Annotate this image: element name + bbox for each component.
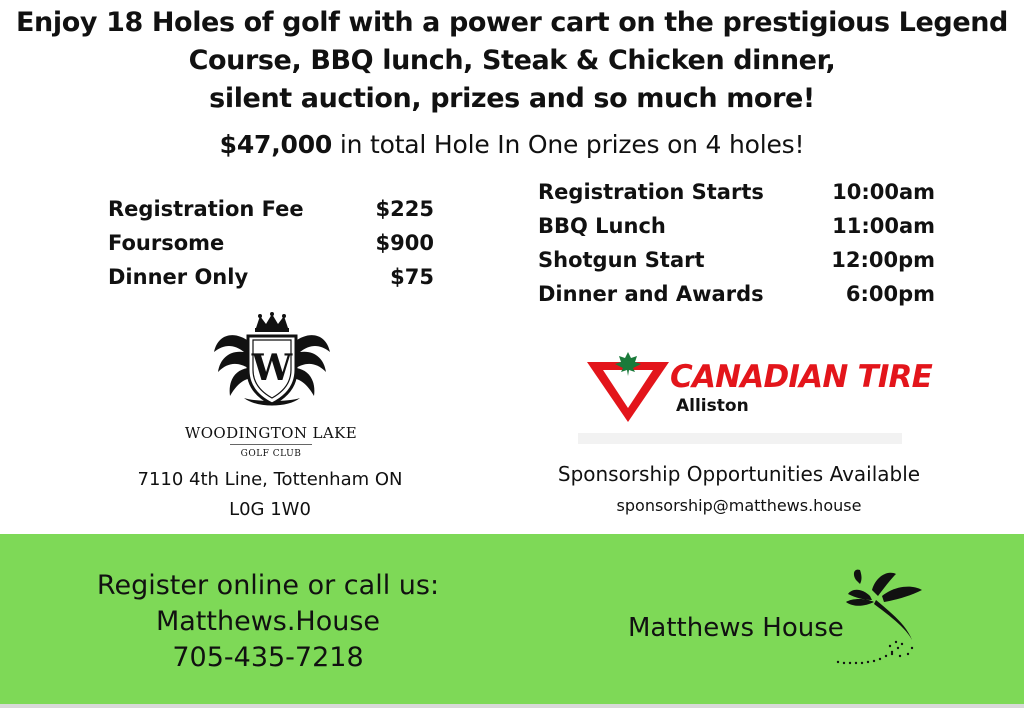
phone-number[interactable]: 705-435-7218 — [172, 642, 364, 673]
venue-address-line-1: 7110 4th Line, Tottenham ON — [137, 469, 403, 490]
fee-price-dinner: $75 — [390, 265, 434, 289]
logo-divider — [230, 444, 312, 445]
schedule-time-dinner: 6:00pm — [845, 282, 935, 306]
sponsorship-heading: Sponsorship Opportunities Available — [557, 462, 921, 486]
matthews-house-brand: Matthews House — [628, 613, 844, 643]
hole-in-one-prize — [0, 130, 1024, 159]
website-link[interactable]: Matthews.House — [155, 606, 381, 637]
fee-price-registration: $225 — [375, 197, 434, 221]
prize-text: in total Hole In One prizes on 4 holes! — [332, 130, 805, 159]
canadian-tire-city: Alliston — [676, 396, 749, 416]
fee-label-registration: Registration Fee — [108, 197, 304, 221]
woodington-lake-crest-logo — [204, 312, 340, 412]
logo-shadow-bar — [578, 433, 902, 444]
schedule-time-registration: 10:00am — [832, 180, 935, 204]
schedule-label-registration: Registration Starts — [538, 180, 764, 204]
fee-label-dinner: Dinner Only — [108, 265, 249, 289]
schedule-time-shotgun: 12:00pm — [831, 248, 935, 272]
prize-amount: $47,000 — [219, 130, 333, 159]
schedule-time-bbq: 11:00am — [832, 214, 935, 238]
woodington-lake-name: WOODINGTON LAKE — [184, 424, 358, 442]
fee-label-foursome: Foursome — [108, 231, 225, 255]
event-headline — [0, 4, 1024, 118]
headline-line-3: silent auction, prizes and so much more! — [209, 83, 815, 114]
schedule-label-bbq: BBQ Lunch — [538, 214, 666, 238]
schedule-label-shotgun: Shotgun Start — [538, 248, 705, 272]
venue-address-line-2: L0G 1W0 — [229, 499, 311, 520]
fee-price-foursome: $900 — [375, 231, 434, 255]
register-heading: Register online or call us: — [96, 570, 440, 601]
svg-text:W: W — [251, 347, 293, 389]
canadian-tire-wordmark: CANADIAN TIRE — [670, 359, 933, 395]
dragonfly-icon — [832, 566, 928, 674]
canadian-tire-triangle-logo — [585, 352, 671, 424]
schedule-label-dinner: Dinner and Awards — [538, 282, 764, 306]
sponsorship-email-link[interactable]: sponsorship@matthews.house — [616, 496, 862, 515]
golf-club-label: GOLF CLUB — [240, 449, 302, 459]
headline-line-2: Course, BBQ lunch, Steak & Chicken dinner, — [188, 45, 836, 76]
footer-edge — [0, 704, 1024, 708]
headline-line-1: Enjoy 18 Holes of golf with a power cart on the prestigious Legend — [16, 7, 1008, 38]
